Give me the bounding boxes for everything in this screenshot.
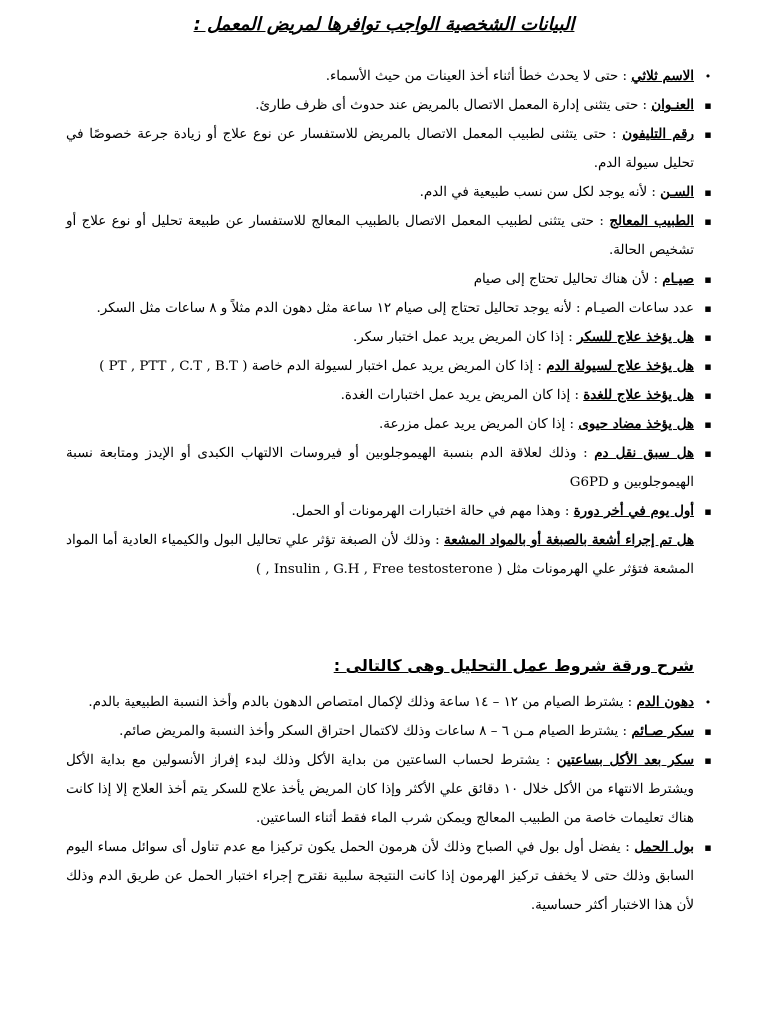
item-term: هل تم إجراء أشعة بالصبغة أو بالمواد المشعة [444, 532, 694, 548]
item-text: : إذا كان المريض يريد عمل اختبارات الغدة. [340, 388, 584, 403]
item-term: هل يؤخذ مضاد حيوى [578, 416, 694, 432]
list-item [66, 91, 712, 120]
item-text: : وهذا مهم في حالة اختبارات الهرمونات أو الحمل. [291, 504, 574, 519]
bullet-icon: ▪ [704, 360, 712, 373]
list-item [66, 62, 712, 91]
bullet-icon: ▪ [704, 215, 712, 228]
bullet-icon: ▪ [704, 331, 712, 344]
list-item [66, 381, 712, 410]
list-item [66, 746, 712, 833]
item-text: : يشترط الصيام من ١٢ – ١٤ ساعة وذلك لإكمال امتصاص الدهون بالدم وأخذ النسبة الطبيعية بالدم. [88, 695, 637, 710]
list-item [66, 526, 694, 584]
list-item [66, 323, 712, 352]
item-text: : يشترط لحساب الساعتين من بداية الأكل وذلك لبدء إفراز الأنسولين مع بداية الأكل ويشترط الانتهاء من الأكل خلال ١٠ دقائق علي الأكثر وإذا كان المريض يأخذ علاج للسكر يتم أخذ العلاج إلا إذا كانت هناك تعليمات خاصة من الطبيب المعالج ويمكن شرب الماء فقط أثناء الساعتين. [66, 753, 694, 826]
item-text: : وذلك لأن الصبغة تؤثر علي تحاليل البول والكيمياء العادية أما المواد المشعة فتؤثر علي الهرمونات مثل ( Insulin , G.H , Free testosterone , ) [66, 533, 694, 577]
bullet-icon: ▪ [704, 754, 712, 767]
item-text: : لأن هناك تحاليل تحتاج إلى صيام [473, 272, 663, 287]
item-term: رقم التليفون [622, 126, 694, 142]
bullet-icon: ▪ [704, 505, 712, 518]
personal-data-list [66, 62, 712, 584]
list-item [66, 497, 712, 526]
item-term: بول الحمل [634, 839, 694, 855]
bullet-icon: ▪ [704, 99, 712, 112]
list-item [66, 439, 712, 497]
item-term: العنـوان [651, 97, 694, 113]
item-text: : إذا كان المريض يريد عمل اختبار سكر. [353, 330, 577, 345]
item-text: عدد ساعات الصيـام : لأنه يوجد تحاليل تحتاج إلى صيام ١٢ ساعة مثل دهون الدم مثلاً و ٨ ساعات مثل السكر. [96, 301, 694, 316]
list-item [66, 352, 712, 381]
item-term: دهون الدم [636, 694, 694, 710]
item-term: سكر صـائم [631, 723, 694, 739]
item-text: : حتى يتثنى لطبيب المعمل الاتصال بالطبيب المعالج للاستفسار عن طبيعة تحليل أو نوع علاج أو تشخيص الحالة. [66, 214, 694, 258]
bullet-icon: ▪ [704, 725, 712, 738]
bullet-icon: ▪ [704, 273, 712, 286]
item-term: الطبيب المعالج [609, 213, 694, 229]
item-text: : يشترط الصيام مـن ٦ – ٨ ساعات وذلك لاكتمال احتراق السكر وأخذ النسبة والمريض صائم. [119, 724, 632, 739]
list-item [66, 717, 712, 746]
item-term: صيـام [662, 271, 694, 287]
item-text: : لأنه يوجد لكل سن نسب طبيعية في الدم. [419, 185, 661, 200]
bullet-icon: ▪ [704, 841, 712, 854]
bullet-icon: ▪ [704, 302, 712, 315]
list-item [66, 688, 712, 717]
item-term: الاسم ثلاثي [631, 68, 694, 84]
item-text: : إذا كان المريض يريد عمل اختبار لسيولة الدم خاصة ( PT , PTT , C.T , B.T ) [99, 359, 547, 374]
list-item [66, 120, 712, 178]
list-item [66, 178, 712, 207]
item-term: هل يؤخذ علاج لسيولة الدم [546, 358, 694, 374]
bullet-icon: • [704, 696, 712, 709]
list-item [66, 265, 712, 294]
bullet-icon: • [704, 70, 712, 83]
item-text: : حتى يتثنى إدارة المعمل الاتصال بالمريض عند حدوث أى ظرف طارئ. [255, 98, 652, 113]
section-heading: شرح ورقة شروط عمل التحليل وهى كالتالى : [333, 656, 694, 675]
bullet-icon: ▪ [704, 128, 712, 141]
list-item [66, 294, 712, 323]
item-text: : حتى لا يحدث خطأ أثناء أخذ العينات من حيث الأسماء. [325, 69, 632, 84]
item-term: أول يوم في أخر دورة [573, 503, 694, 519]
item-text: : إذا كان المريض يريد عمل مزرعة. [379, 417, 579, 432]
item-text: : يفضل أول بول في الصباح وذلك لأن هرمون الحمل يكون تركيزا مع عدم تناول أى سوائل مساء اليوم السابق وذلك حتى لا يخفف تركيز الهرمون إذا كانت النتيجة سلبية نقترح إجراء اختبار الحمل عن طريق الدم وذلك لأن هذا الاختبار أكثر حساسية. [66, 840, 694, 913]
item-term: هل يؤخذ علاج للغدة [583, 387, 694, 403]
item-term: سكر بعد الأكل بساعتين [556, 752, 694, 768]
list-item [66, 207, 712, 265]
item-text: : وذلك لعلاقة الدم بنسبة الهيموجلوبين أو فيروسات الالتهاب الكبدى أو الإيدز ومتابعة نسبة الهيموجلوبين و G6PD [66, 446, 694, 490]
list-item [66, 833, 712, 920]
item-text: : حتى يتثنى لطبيب المعمل الاتصال بالمريض للاستفسار عن نوع علاج أو زيادة جرعة خصوصًا في تحليل سيولة الدم. [66, 127, 694, 171]
list-item [66, 410, 712, 439]
document-title: البيانات الشخصية الواجب توافرها لمريض المعمل : [193, 14, 575, 35]
bullet-icon: ▪ [704, 447, 712, 460]
item-term: هل يؤخذ علاج للسكر [576, 329, 694, 345]
item-term: السـن [660, 184, 694, 200]
item-term: هل سبق نقل دم [594, 445, 694, 461]
bullet-icon: ▪ [704, 389, 712, 402]
bullet-icon: ▪ [704, 418, 712, 431]
bullet-icon: ▪ [704, 186, 712, 199]
conditions-list [66, 688, 712, 920]
